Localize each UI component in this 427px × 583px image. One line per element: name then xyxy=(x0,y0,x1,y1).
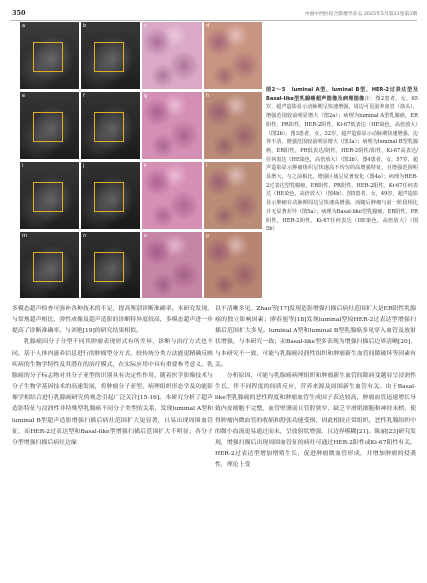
panel-label: c xyxy=(144,23,147,29)
caption-body: 注：图2患者，女，65岁，超声造影显示动脉期呈快速增强，周边可见滋养血管（箭头），增强范围较前明显增大（图2a）；病理为luminal A型乳腺癌，ER阳性，PR阳性，HER-2阴性，Ki-67低表达（HE染色，高倍放大）（图2b）。图3患者，女，32岁，超声造影显示动脉期快速增强，边界不清，增强范围较前明显增大（图3a）；病理为luminal B型乳腺癌，ER阳性，PR低表达/阴性，HER-2阴性/阳性，Ki-67高表达/任何表达（HE染色，高倍放大）（图3b）。图4患者，女，57岁，超声造影显示肿瘤组织呈快速高不均匀的高增强特征，且增强范围明显增大，与之前相比，增强区域呈显著变化（图4a）；病理为HER-2过表达型乳腺癌，ER阴性，PR阴性，HER-2阳性，Ki-67任何表达（HE染色，高倍放大）（图4b）。图5患者，女，49岁，超声造影显示肿瘤在动脉期周边呈快速高增强，而随后肿瘤与前一阶段相比并无显著差异（图5a）；病理为Basal-like型乳腺癌，ER阴性，PR阴性，HER-2阴性，Ki-67任何表达（HE染色，高倍放大）（图5b） xyxy=(266,95,418,233)
figure-panel-f xyxy=(81,92,140,159)
panel-label: a xyxy=(22,23,26,29)
figure-panel-n xyxy=(81,232,140,298)
panel-label: o xyxy=(144,233,148,239)
region-of-interest-box xyxy=(33,182,63,212)
region-of-interest-box xyxy=(94,252,124,282)
paragraph: 分析原因，可能与乳腺癌病理组织和肿瘤新生血管间隙病变越显呈浸润性生长，伴不同程度的间质反应，营养来源及周围新生血管有关。由于Basal-like型乳腺癌的恶性程度和肿瘤血管生成因子表达较高，肿瘤血管迅速增长导致内皮细胞不完整，血管壁薄弱且管腔狭窄，缺乏平滑肌细胞和神经末梢，使得肿瘤内微血管的收缩和舒张功能受损，因此相较正常组织，恶性乳腺组织中的微小血流更易通过而未，呈放射状增强，且边界模糊[21]。陈丽[23]研究发现，增强扫描后出现周围血管征的病灶可通过HER-2阳性或Ki-67阳性有关。HER-2过表达型增加增殖生长，促进肿瘤微血管形成，并增加肿瘤的侵袭性，理论上受 xyxy=(215,372,416,469)
header-rule xyxy=(10,20,417,21)
figure-panel-o xyxy=(142,232,202,298)
figure-panel-h xyxy=(204,92,262,159)
body-column-left xyxy=(12,304,213,449)
region-of-interest-box xyxy=(33,252,63,282)
panel-label: b xyxy=(83,23,87,29)
figure-panel-b xyxy=(81,22,140,89)
paragraph: 多模态超声检查可弥补各种技术的不足，提高鉴别诊断准确率。本研究发现，与常规超声相比，弹性成像及超声造影的诊断特异度较高，多模态超声进一步提高了诊断准确率，与刘艳[19]的研究结果相似。 xyxy=(12,306,213,335)
figure-caption xyxy=(266,86,418,234)
figure-panel-l xyxy=(204,162,262,229)
panel-label: i xyxy=(22,163,24,169)
journal-info: 中国中西医结合影像学杂志 2025年5月第23卷第3期 xyxy=(304,12,417,17)
region-of-interest-box xyxy=(33,42,63,72)
panel-label: m xyxy=(22,233,27,239)
region-of-interest-box xyxy=(94,112,124,142)
figure-panel-i xyxy=(20,162,79,229)
panel-label: n xyxy=(83,233,87,239)
panel-label: j xyxy=(83,163,85,169)
figure-panel-p xyxy=(204,232,262,298)
figure-panel-g xyxy=(142,92,202,159)
panel-label: g xyxy=(144,93,148,99)
figure-panel-m xyxy=(20,232,79,298)
panel-label: e xyxy=(22,93,26,99)
region-of-interest-box xyxy=(33,112,63,142)
paragraph: 以不清晰多见。Zhao等[17]发现造影增强扫描后病灶范围扩大是ER阳性乳腺癌的独立影响因素；廖春旭等[18]发现luminal型较HER-2过表达型增强扫描后范围扩大多见。luminal A型和luminal B型乳腺癌多见穿入血管及放射状增强，与本研究一致；而Basal-like型多表现为增强扫描后边界清晰[20]，与本研究不一致，可能与乳腺癌浸润性组织和肿瘤新生血管间隙破坏等因素有关。 xyxy=(215,306,416,368)
panel-label: p xyxy=(206,233,210,239)
panel-label: l xyxy=(206,163,208,169)
region-of-interest-box xyxy=(94,42,124,72)
region-of-interest-box xyxy=(94,182,124,212)
panel-label: f xyxy=(83,93,85,99)
panel-label: d xyxy=(206,23,210,29)
body-column-right xyxy=(215,304,416,471)
page-header xyxy=(0,0,427,22)
figure-panel-k xyxy=(142,162,202,229)
figure-panel-a xyxy=(20,22,79,89)
figure-grid xyxy=(20,22,262,298)
panel-label: h xyxy=(206,93,210,99)
paragraph: 乳腺癌因分子分型不同其肿瘤表现形式有所差异，诊断与治疗方式也不同。基于人体内滋养信息进行的肿瘤型分方式，较传统分类方法能更精确反映疾病的生物学特性及其潜在的治疗模式，在实际应用中具有重要参考意义。乳腺癌的分子标志物对其分子亚型的识别具有决定性作用。随着医学影像技术与分子生物学基因技术的高速发展，将肿瘤分子亚型、病理组织形态学及功能影像学相结合进行乳腺癌研究的观念引起广泛关注[15-16]。本研究分析了超声造影特征与浸润性非特殊型乳腺癌不同分子类型的关系，发现luminal A型和luminal B型超声造影增强扫描后病灶范围扩大更显著，且易出现周围血管征，而HER-2过表达型和Basal-like型增强扫描后范围扩大不明显；各分子分型增强扫描后病灶边缘 xyxy=(12,339,213,446)
figure-panel-c xyxy=(142,22,202,89)
figure-panel-j xyxy=(81,162,140,229)
figure-panel-d xyxy=(204,22,262,89)
page-number: 350 xyxy=(12,9,26,17)
caption-title: 图2～5 luminal A型、luminal B型、HER-2过表达型及Basal-like型乳腺癌超声图像及病理图像 xyxy=(266,87,418,102)
panel-label: k xyxy=(144,163,147,169)
figure-panel-e xyxy=(20,92,79,159)
